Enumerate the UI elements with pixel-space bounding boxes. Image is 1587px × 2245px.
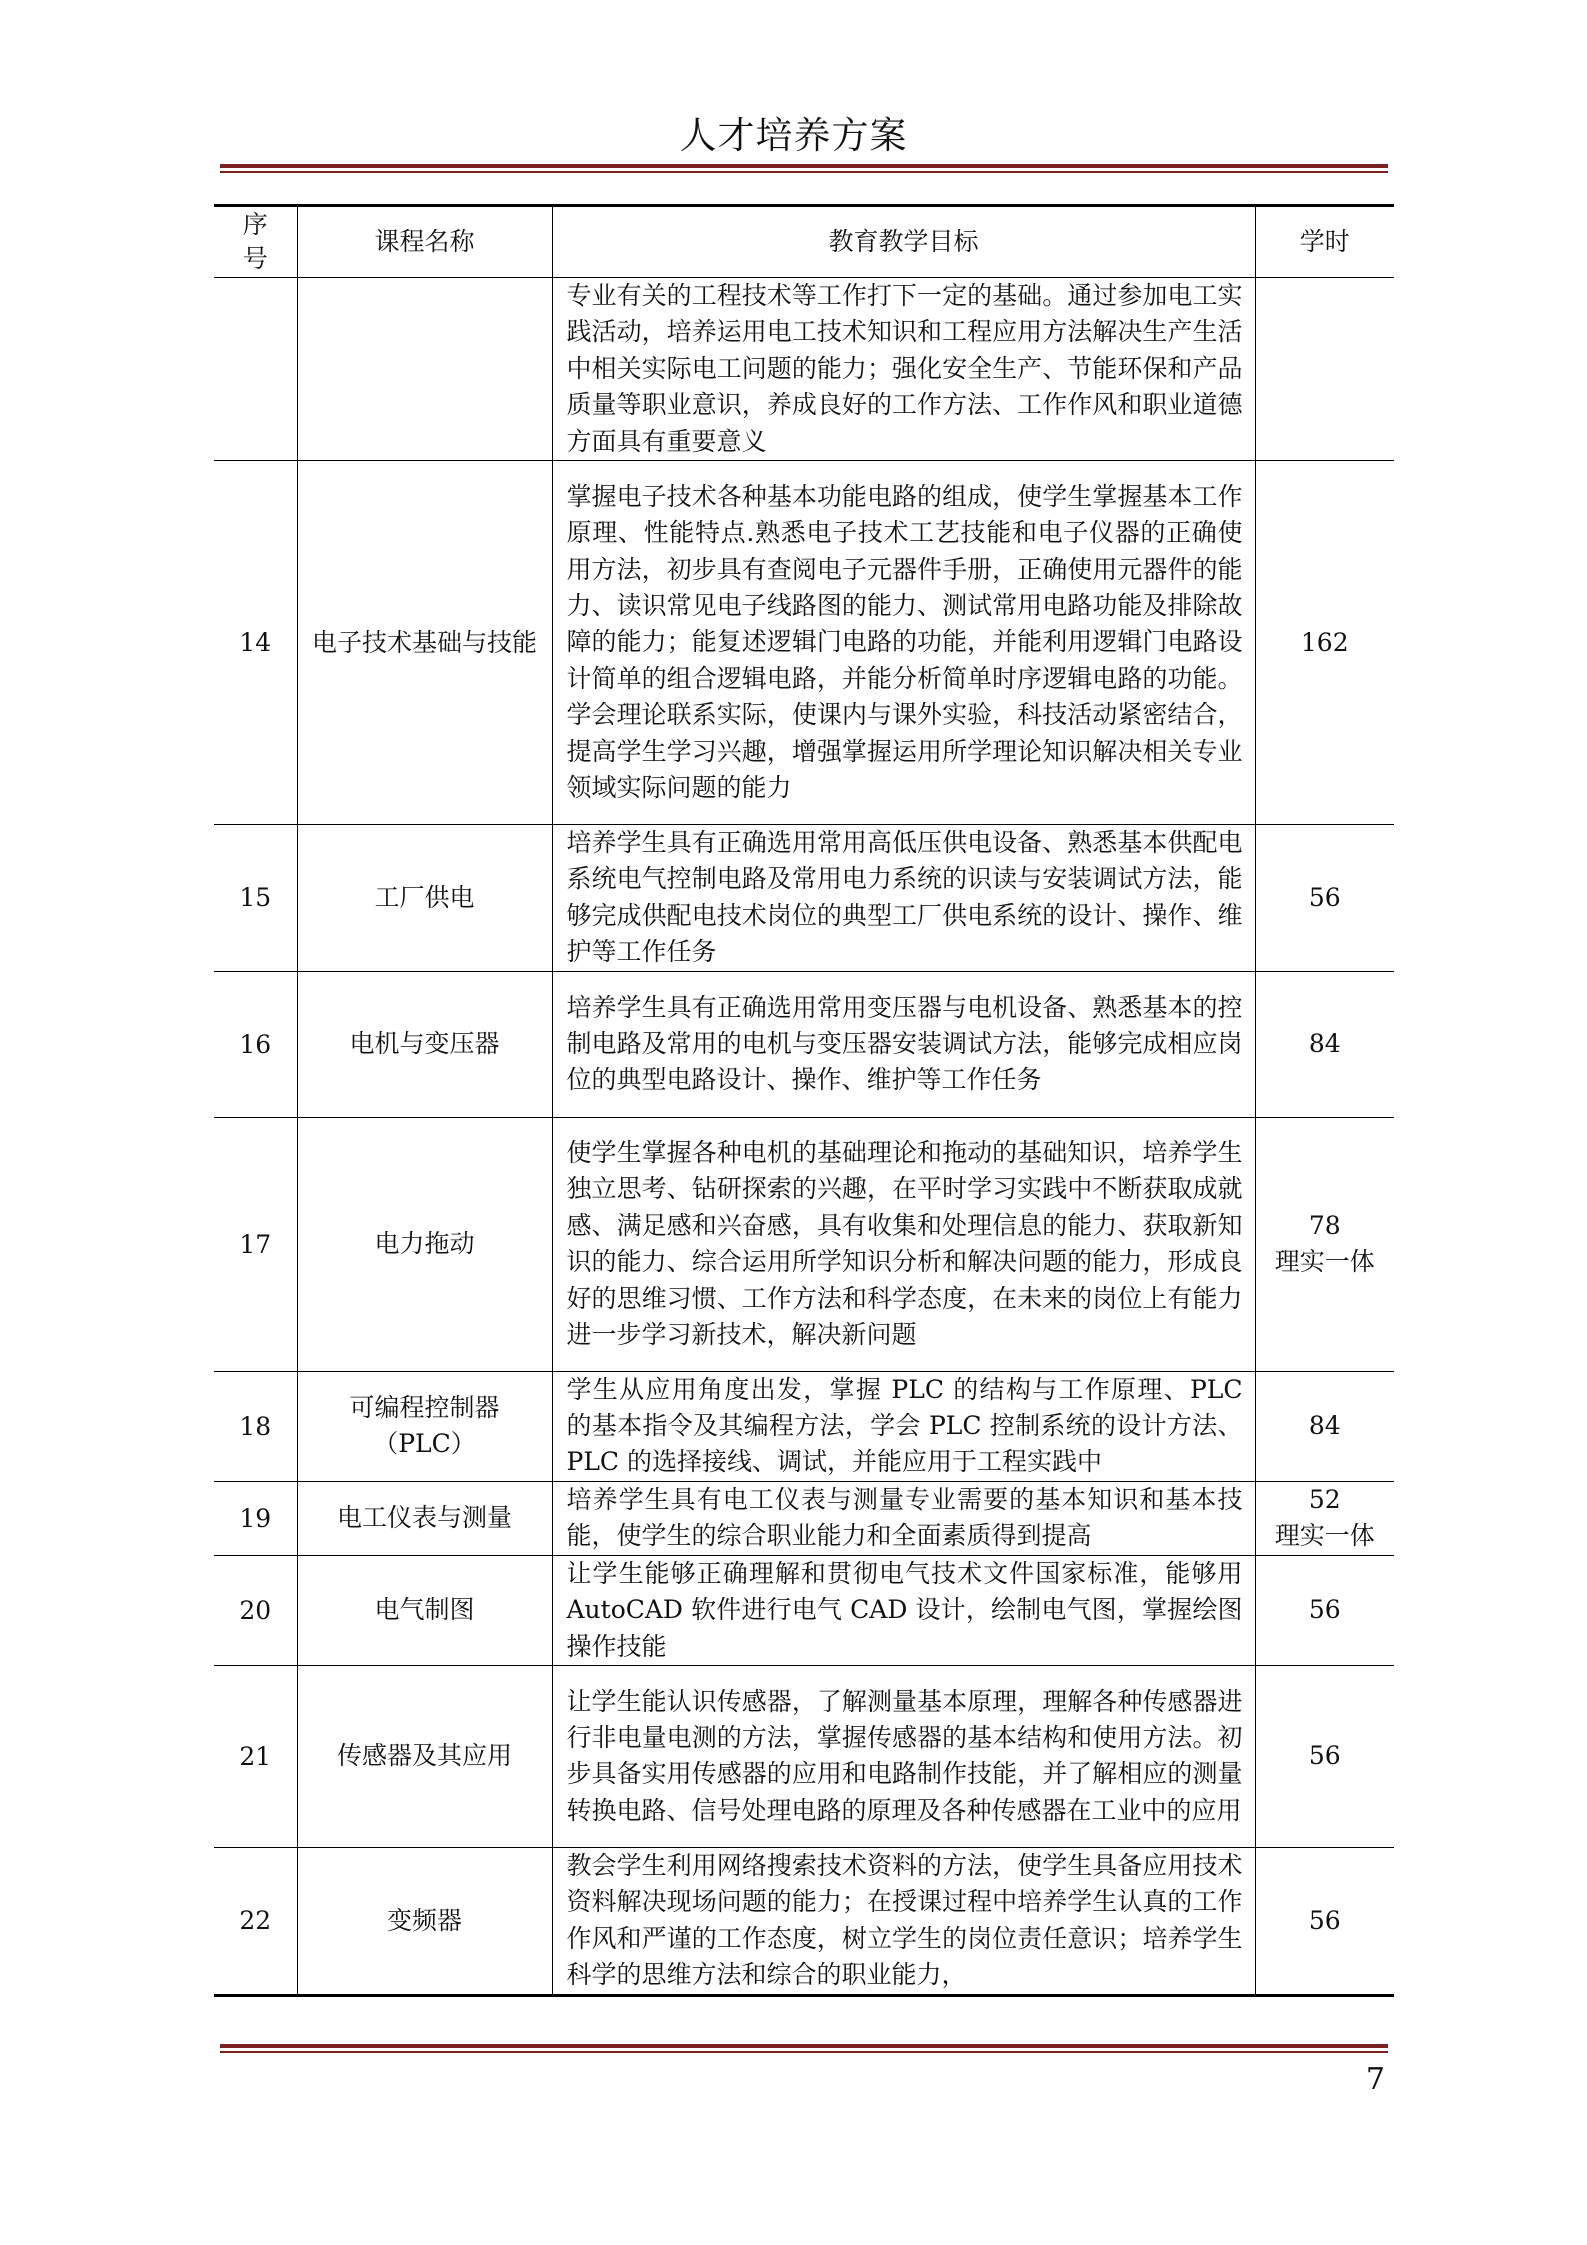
row-hours: 56 [1255, 1665, 1394, 1847]
header-rule [220, 164, 1388, 173]
course-table [214, 204, 1394, 1997]
row-no: 19 [214, 1481, 297, 1555]
table-row [214, 278, 1394, 461]
row-course-name [297, 278, 552, 461]
row-course-name: 传感器及其应用 [297, 1665, 552, 1847]
row-hours-value: 78 [1308, 1211, 1341, 1241]
row-no: 20 [214, 1555, 297, 1665]
row-goal: 让学生能认识传感器，了解测量基本原理，理解各种传感器进行非电量电测的方法，掌握传感器的基本结构和使用方法。初步具备实用传感器的应用和电路制作技能，并了解相应的测量转换电路、信号处理电路的原理及各种传感器在工业中的应用 [552, 1665, 1255, 1847]
row-goal: 培养学生具有正确选用常用高低压供电设备、熟悉基本供配电系统电气控制电路及常用电力系统的识读与安装调试方法，能够完成供配电技术岗位的典型工厂供电系统的设计、操作、维护等工作任务 [552, 825, 1255, 972]
table-row [214, 1555, 1394, 1665]
row-course-name-main: 可编程控制器 [349, 1393, 500, 1423]
row-hours: 56 [1255, 1847, 1394, 1995]
column-header-name: 课程名称 [297, 206, 552, 278]
row-no [214, 278, 297, 461]
row-hours: 84 [1255, 1371, 1394, 1481]
row-course-name: 电气制图 [297, 1555, 552, 1665]
row-goal: 让学生能够正确理解和贯彻电气技术文件国家标准，能够用 AutoCAD 软件进行电气 CAD 设计，绘制电气图，掌握绘图操作技能 [552, 1555, 1255, 1665]
row-hours-value: 52 [1308, 1485, 1341, 1515]
row-course-name: 工厂供电 [297, 825, 552, 972]
row-hours: 162 [1255, 461, 1394, 825]
row-no: 14 [214, 461, 297, 825]
row-no: 17 [214, 1117, 297, 1371]
row-hours: 56 [1255, 1555, 1394, 1665]
row-goal: 掌握电子技术各种基本功能电路的组成，使学生掌握基本工作原理、性能特点.熟悉电子技术工艺技能和电子仪器的正确使用方法，初步具有查阅电子元器件手册，正确使用元器件的能力、读识常见电子线路图的能力、测试常用电路功能及排除故障的能力；能复述逻辑门电路的功能，并能利用逻辑门电路设计简单的组合逻辑电路，并能分析简单时序逻辑电路的功能。学会理论联系实际，使课内与课外实验，科技活动紧密结合，提高学生学习兴趣，增强掌握运用所学理论知识解决相关专业领域实际问题的能力 [552, 461, 1255, 825]
row-goal: 培养学生具有电工仪表与测量专业需要的基本知识和基本技能，使学生的综合职业能力和全面素质得到提高 [552, 1481, 1255, 1555]
row-course-name [297, 1371, 552, 1481]
row-hours: 84 [1255, 971, 1394, 1117]
row-hours: 56 [1255, 825, 1394, 972]
column-header-no: 序号 [214, 206, 297, 278]
column-header-hours: 学时 [1255, 206, 1394, 278]
column-header-goal: 教育教学目标 [552, 206, 1255, 278]
table-row [214, 1665, 1394, 1847]
row-goal: 学生从应用角度出发，掌握 PLC 的结构与工作原理、PLC 的基本指令及其编程方法，学会 PLC 控制系统的设计方法、PLC 的选择接线、调试，并能应用于工程实践中 [552, 1371, 1255, 1481]
row-course-name: 变频器 [297, 1847, 552, 1995]
row-no: 18 [214, 1371, 297, 1481]
table-row [214, 1117, 1394, 1371]
row-course-name: 电力拖动 [297, 1117, 552, 1371]
row-goal: 专业有关的工程技术等工作打下一定的基础。通过参加电工实践活动，培养运用电工技术知识和工程应用方法解决生产生活中相关实际电工问题的能力；强化安全生产、节能环保和产品质量等职业意识，养成良好的工作方法、工作作风和职业道德方面具有重要意义 [552, 278, 1255, 461]
row-hours [1255, 1117, 1394, 1371]
row-hours [1255, 278, 1394, 461]
row-no: 21 [214, 1665, 297, 1847]
row-goal: 培养学生具有正确选用常用变压器与电机设备、熟悉基本的控制电路及常用的电机与变压器安装调试方法，能够完成相应岗位的典型电路设计、操作、维护等工作任务 [552, 971, 1255, 1117]
row-course-name-note: （PLC） [373, 1429, 476, 1459]
table-row [214, 1481, 1394, 1555]
row-goal: 教会学生利用网络搜索技术资料的方法，使学生具备应用技术资料解决现场问题的能力；在授课过程中培养学生认真的工作作风和严谨的工作态度，树立学生的岗位责任意识；培养学生科学的思维方法和综合的职业能力， [552, 1847, 1255, 1995]
table-row [214, 1847, 1394, 1995]
table-row [214, 971, 1394, 1117]
row-hours-note: 理实一体 [1274, 1247, 1375, 1277]
row-course-name: 电机与变压器 [297, 971, 552, 1117]
table-row [214, 825, 1394, 972]
row-hours [1255, 1481, 1394, 1555]
table-header-row [214, 206, 1394, 278]
row-no: 22 [214, 1847, 297, 1995]
footer-rule [220, 2044, 1388, 2053]
row-goal: 使学生掌握各种电机的基础理论和拖动的基础知识，培养学生独立思考、钻研探索的兴趣，在平时学习实践中不断获取成就感、满足感和兴奋感，具有收集和处理信息的能力、获取新知识的能力、综合运用所学知识分析和解决问题的能力，形成良好的思维习惯、工作方法和科学态度，在未来的岗位上有能力进一步学习新技术，解决新问题 [552, 1117, 1255, 1371]
row-hours-note: 理实一体 [1274, 1521, 1375, 1551]
table-row [214, 1371, 1394, 1481]
row-no: 16 [214, 971, 297, 1117]
page-header-title: 人才培养方案 [679, 114, 908, 157]
row-no: 15 [214, 825, 297, 972]
row-course-name: 电工仪表与测量 [297, 1481, 552, 1555]
table-row [214, 461, 1394, 825]
row-course-name: 电子技术基础与技能 [297, 461, 552, 825]
page-number: 7 [1365, 2062, 1385, 2097]
